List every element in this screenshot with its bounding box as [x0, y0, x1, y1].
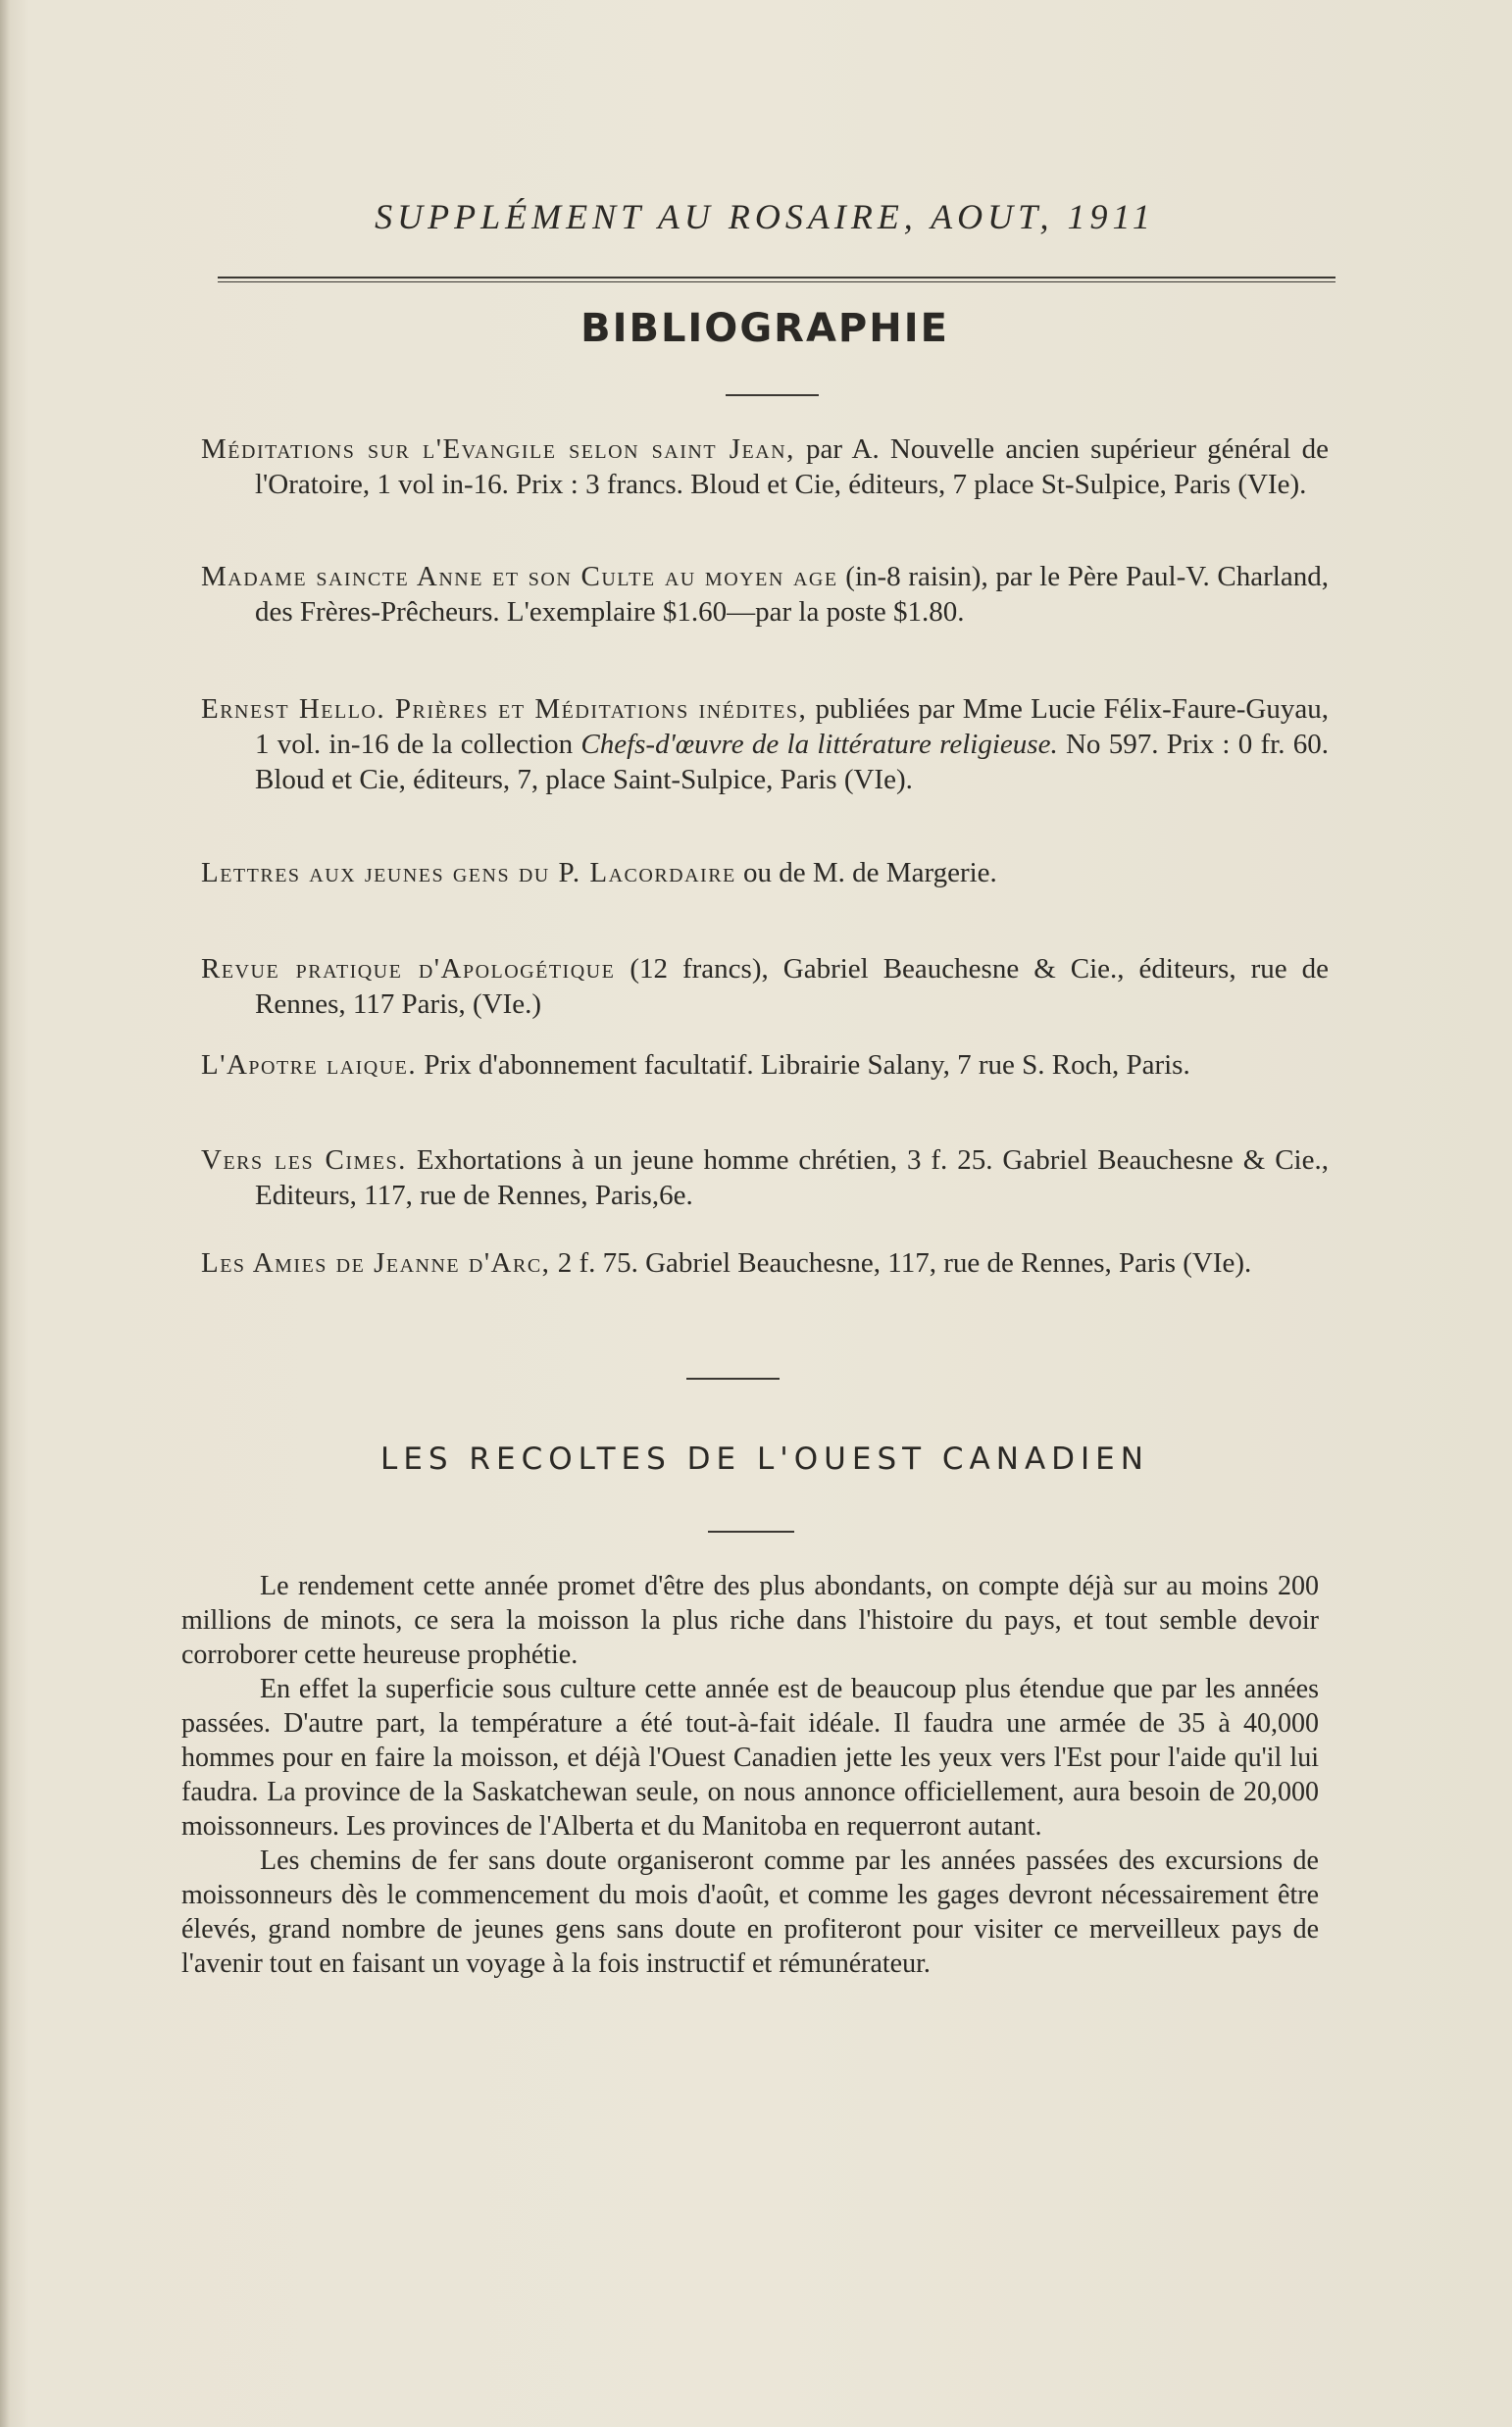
bibliography-entry — [201, 431, 1329, 502]
article-title: LES RECOLTES DE L'OUEST CANADIEN — [380, 1441, 1149, 1477]
article-body — [181, 1569, 1319, 1981]
article-paragraph: En effet la superficie sous culture cette année est de beaucoup plus étendue que par les années passées. D'autre part, la température a été tout-à-fait idéale. Il faudra une armée de 35 à 40,000 hommes pour en faire la moisson, et déjà l'Ouest Canadien jette les yeux vers l'Est pour l'aide qu'il lui faudra. La province de la Saskatchewan seule, on nous annonce officiellement, aura besoin de 20,000 moissonneurs. Les provinces de l'Alberta et du Manitoba en requerront autant. — [181, 1674, 1319, 1842]
entry-text: (12 francs), Gabriel Beauchesne & Cie., éditeurs, rue de Rennes, 117 Paris, (VIe.) — [255, 953, 1329, 1020]
bibliography-entry — [201, 951, 1329, 1022]
bibliography-entry — [201, 1142, 1329, 1213]
bibliography-title: BIBLIOGRAPHIE — [580, 306, 949, 351]
entry-text: par A. Nouvelle ancien supérieur général de l'Oratoire, 1 vol in-16. Prix : 3 francs. Bloud et Cie, éditeurs, 7 place St-Sulpice, Paris (VIe). — [255, 433, 1329, 500]
entry-italic: Chefs-d'œuvre de la littérature religieuse. — [580, 729, 1058, 760]
bibliography-entry — [201, 1047, 1329, 1083]
bibliography-entry — [201, 855, 1329, 890]
running-header: SUPPLÉMENT AU ROSAIRE, AOUT, 1911 — [375, 197, 1155, 236]
header-rule — [218, 277, 1336, 282]
entry-text: ou de M. de Margerie. — [735, 857, 997, 888]
entry-lead: Vers les Cimes. — [201, 1144, 407, 1176]
entry-lead: Méditations sur l'Evangile selon saint Jean, — [201, 433, 795, 465]
entry-text: 2 f. 75. Gabriel Beauchesne, 117, rue de Rennes, Paris (VIe). — [550, 1247, 1252, 1279]
bibliography-entry — [201, 559, 1329, 630]
bibliography-entry — [201, 1245, 1329, 1281]
entry-lead: Lettres aux jeunes gens du P. Lacordaire — [201, 857, 736, 888]
entry-lead: Madame saincte Anne et son Culte au moyen age — [201, 561, 838, 592]
entry-text: Prix d'abonnement facultatif. Librairie Salany, 7 rue S. Roch, Paris. — [417, 1049, 1190, 1081]
entry-lead: Revue pratique d'Apologétique — [201, 953, 616, 985]
page-edge — [0, 0, 10, 2427]
entry-lead: Ernest Hello. Prières et Méditations inédites, — [201, 693, 808, 725]
title-rule — [726, 394, 819, 396]
article-title-rule — [708, 1531, 794, 1533]
entry-lead: Les Amies de Jeanne d'Arc, — [201, 1247, 551, 1279]
entry-lead: L'Apotre laique. — [201, 1049, 418, 1081]
entry-text: (in-8 raisin), par le Père Paul-V. Charland, des Frères-Prêcheurs. L'exemplaire $1.60—par la poste $1.80. — [255, 561, 1329, 628]
article-paragraph: Les chemins de fer sans doute organiseront comme par les années passées des excursions de moissonneurs dès le commencement du mois d'août, et comme les gages devront nécessairement être élevés, grand nombre de jeunes gens sans doute en profiteront pour visiter ce merveilleux pays de l'avenir tout en faisant un voyage à la fois instructif et rémunérateur. — [181, 1846, 1319, 1979]
article-paragraph: Le rendement cette année promet d'être des plus abondants, on compte déjà sur au moins 200 millions de minots, ce sera la moisson la plus riche dans l'histoire du pays, et tout semble devoir corroborer cette heureuse prophétie. — [181, 1571, 1319, 1670]
entry-text: publiées par Mme Lucie Félix-Faure-Guyau, 1 vol. in-16 de la collection — [255, 693, 1329, 760]
entry-text: No 597. Prix : 0 fr. 60. Bloud et Cie, éditeurs, 7, place Saint-Sulpice, Paris (VIe). — [255, 729, 1329, 795]
bibliography-entry — [201, 691, 1329, 797]
section-divider — [686, 1378, 780, 1380]
entry-text: Exhortations à un jeune homme chrétien, 3 f. 25. Gabriel Beauchesne & Cie., Editeurs, 117, rue de Rennes, Paris,6e. — [255, 1144, 1329, 1211]
